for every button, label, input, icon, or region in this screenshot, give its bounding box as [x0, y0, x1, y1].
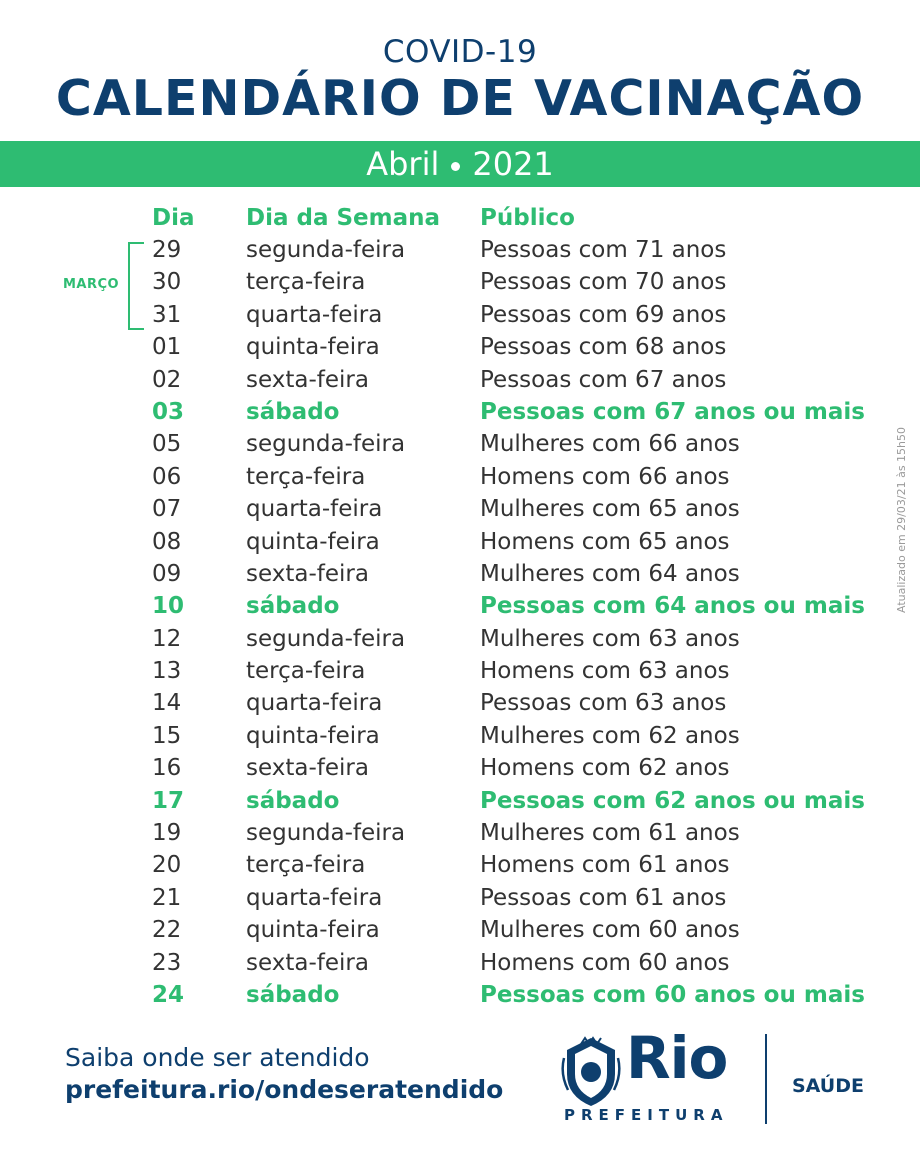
cell-dia-da-semana: sábado — [246, 398, 340, 425]
table-row — [0, 917, 920, 949]
cell-publico: Pessoas com 61 anos — [480, 884, 727, 911]
table-row — [0, 237, 920, 269]
table-row — [0, 399, 920, 431]
cell-publico: Homens com 65 anos — [480, 528, 730, 555]
cell-publico: Homens com 66 anos — [480, 463, 730, 490]
cell-publico: Mulheres com 62 anos — [480, 722, 740, 749]
table-row — [0, 820, 920, 852]
cell-publico: Mulheres com 61 anos — [480, 820, 740, 847]
table-row — [0, 626, 920, 658]
table-row — [0, 755, 920, 787]
table-row — [0, 367, 920, 399]
cell-dia: 10 — [152, 593, 185, 620]
cell-publico: Pessoas com 71 anos — [480, 237, 727, 263]
header-subtitle: COVID-19 — [382, 34, 538, 70]
footer-link[interactable]: prefeitura.rio/ondeseratendido — [65, 1075, 504, 1104]
page-title: CALENDÁRIO DE VACINAÇÃO — [55, 70, 865, 127]
cell-publico: Pessoas com 62 anos ou mais — [480, 787, 865, 814]
table-row — [0, 334, 920, 366]
cell-dia: 19 — [152, 820, 182, 847]
cell-dia-da-semana: segunda-feira — [246, 237, 406, 263]
cell-dia-da-semana: sexta-feira — [246, 949, 369, 976]
table-row — [0, 561, 920, 593]
cell-dia-da-semana: quarta-feira — [246, 884, 383, 911]
cell-publico: Pessoas com 69 anos — [480, 301, 727, 328]
cell-dia: 24 — [152, 981, 185, 1008]
table-row — [0, 431, 920, 463]
table-row — [0, 852, 920, 884]
cell-dia-da-semana: sexta-feira — [246, 755, 369, 782]
table-row — [0, 982, 920, 1014]
table-row — [0, 593, 920, 625]
table-row — [0, 464, 920, 496]
cell-dia: 14 — [152, 690, 182, 717]
cell-dia-da-semana: segunda-feira — [246, 820, 406, 847]
table-row — [0, 529, 920, 561]
cell-dia: 07 — [152, 496, 182, 523]
table-row — [0, 885, 920, 917]
coat-of-arms-icon — [560, 1034, 622, 1108]
table-row — [0, 690, 920, 722]
cell-publico: Mulheres com 63 anos — [480, 625, 740, 652]
table-row — [0, 658, 920, 690]
cell-dia: 08 — [152, 528, 182, 555]
schedule-table — [0, 237, 920, 1014]
header-dia: Dia — [152, 205, 195, 231]
cell-dia-da-semana: quarta-feira — [246, 496, 383, 523]
cell-dia: 16 — [152, 755, 182, 782]
table-row — [0, 496, 920, 528]
cell-dia: 17 — [152, 787, 185, 814]
cell-dia-da-semana: sexta-feira — [246, 366, 369, 393]
cell-dia: 02 — [152, 366, 182, 393]
cell-dia-da-semana: quarta-feira — [246, 690, 383, 717]
cell-dia: 21 — [152, 884, 182, 911]
month-band — [0, 141, 920, 187]
cell-publico: Mulheres com 66 anos — [480, 431, 740, 458]
cell-publico: Homens com 63 anos — [480, 658, 730, 685]
cell-publico: Pessoas com 60 anos ou mais — [480, 981, 865, 1008]
cell-publico: Pessoas com 64 anos ou mais — [480, 593, 865, 620]
cell-dia-da-semana: segunda-feira — [246, 431, 406, 458]
cell-dia: 22 — [152, 917, 182, 944]
logo-rio: Rio — [626, 1024, 728, 1092]
cell-dia-da-semana: terça-feira — [246, 658, 366, 685]
table-row — [0, 302, 920, 334]
cell-dia-da-semana: quinta-feira — [246, 528, 380, 555]
cell-dia-da-semana: quinta-feira — [246, 917, 380, 944]
cell-dia: 20 — [152, 852, 182, 879]
cell-dia: 01 — [152, 334, 182, 361]
cell-dia: 30 — [152, 269, 182, 296]
cell-dia: 03 — [152, 398, 185, 425]
cell-dia-da-semana: quinta-feira — [246, 722, 380, 749]
cell-dia-da-semana: sábado — [246, 981, 340, 1008]
prefeitura-rio-logo — [560, 1024, 880, 1130]
header-publico: Público — [480, 205, 575, 231]
cell-dia-da-semana: quarta-feira — [246, 301, 383, 328]
cell-dia: 09 — [152, 560, 182, 587]
cell-publico: Mulheres com 65 anos — [480, 496, 740, 523]
cell-publico: Homens com 62 anos — [480, 755, 730, 782]
cell-dia-da-semana: sábado — [246, 787, 340, 814]
cell-dia-da-semana: sábado — [246, 593, 340, 620]
updated-note: Atualizado em 29/03/21 às 15h50 — [895, 427, 908, 614]
table-header — [0, 205, 920, 237]
table-row — [0, 950, 920, 982]
cell-dia: 06 — [152, 463, 182, 490]
cell-dia-da-semana: terça-feira — [246, 269, 366, 296]
cell-dia-da-semana: sexta-feira — [246, 560, 369, 587]
cell-dia: 15 — [152, 722, 182, 749]
cell-publico: Pessoas com 67 anos ou mais — [480, 398, 865, 425]
bullet-separator — [451, 162, 460, 171]
footer-label: Saiba onde ser atendido — [65, 1043, 370, 1072]
cell-dia: 29 — [152, 237, 182, 263]
header-dia-da-semana: Dia da Semana — [246, 205, 441, 231]
marco-label: MARÇO — [63, 277, 120, 292]
cell-publico: Pessoas com 68 anos — [480, 334, 727, 361]
cell-dia: 13 — [152, 658, 182, 685]
logo-prefeitura: PREFEITURA — [564, 1106, 729, 1124]
cell-dia-da-semana: terça-feira — [246, 463, 366, 490]
logo-divider — [765, 1034, 767, 1124]
month-label: Abril — [366, 145, 440, 183]
cell-publico: Pessoas com 70 anos — [480, 269, 727, 296]
table-row — [0, 723, 920, 755]
cell-publico: Homens com 61 anos — [480, 852, 730, 879]
year-label: 2021 — [472, 145, 554, 183]
table-row — [0, 788, 920, 820]
cell-dia-da-semana: quinta-feira — [246, 334, 380, 361]
logo-saude: SAÚDE — [792, 1075, 864, 1097]
cell-dia: 31 — [152, 301, 182, 328]
cell-dia: 23 — [152, 949, 182, 976]
cell-publico: Pessoas com 63 anos — [480, 690, 727, 717]
table-row — [0, 269, 920, 301]
cell-publico: Pessoas com 67 anos — [480, 366, 727, 393]
cell-publico: Mulheres com 64 anos — [480, 560, 740, 587]
cell-dia-da-semana: terça-feira — [246, 852, 366, 879]
cell-dia: 05 — [152, 431, 182, 458]
cell-dia-da-semana: segunda-feira — [246, 625, 406, 652]
cell-publico: Mulheres com 60 anos — [480, 917, 740, 944]
cell-publico: Homens com 60 anos — [480, 949, 730, 976]
cell-dia: 12 — [152, 625, 182, 652]
